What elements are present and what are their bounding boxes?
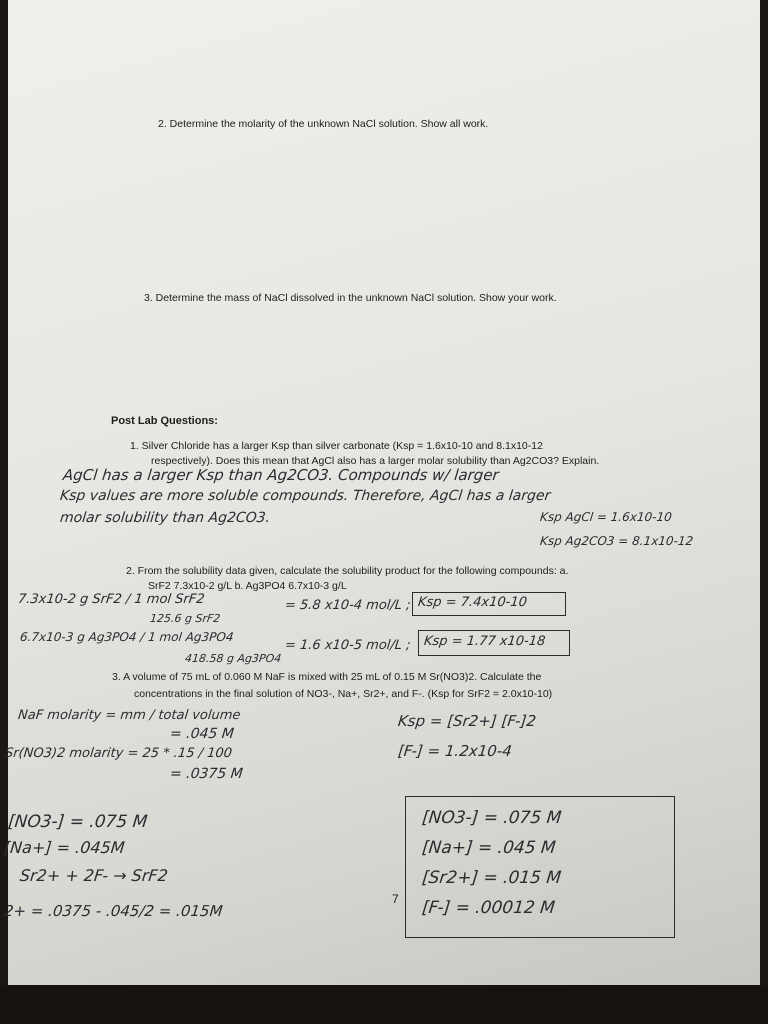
answer-2-ksp-ag3po4: Ksp = 1.77 x10-18 — [423, 634, 547, 649]
post-lab-q2-line1: 2. From the solubility data given, calculate the solubility product for the following compounds: a. — [126, 565, 569, 577]
answer-3-sr-molarity: Sr(NO3)2 molarity = 25 * .15 / 100 — [4, 746, 233, 761]
answer-3-fluoride: [F-] = 1.2x10-4 — [397, 742, 513, 760]
answer-2-srf2-molar-mass: 125.6 g SrF2 — [149, 612, 221, 625]
post-lab-q3-line2: concentrations in the final solution of NO3-, Na+, Sr2+, and F-. (Ksp for SrF2 = 2.0x10-10) — [134, 688, 553, 700]
answer-3-nitrate: [NO3-] = .075 M — [6, 812, 149, 832]
answer-2-srf2-conversion: 7.3x10-2 g SrF2 / 1 mol SrF2 — [17, 592, 206, 607]
post-lab-q2-line2: SrF2 7.3x10-2 g/L b. Ag3PO4 6.7x10-3 g/L — [148, 580, 347, 592]
answer-1-line2: Ksp values are more soluble compounds. Therefore, AgCl has a larger — [59, 488, 552, 504]
final-strontium: [Sr2+] = .015 M — [420, 868, 563, 888]
answer-3-naf-value: = .045 M — [169, 726, 235, 742]
answer-1-ksp-agcl: Ksp AgCl = 1.6x10-10 — [539, 510, 673, 524]
question-2-molarity: 2. Determine the molarity of the unknown NaCl solution. Show all work. — [158, 118, 489, 130]
answer-3-reaction: Sr2+ + 2F- → SrF2 — [19, 866, 169, 885]
table-surface — [0, 985, 768, 1024]
answer-2-ag3po4-molar-mass: 418.58 g Ag3PO4 — [184, 652, 282, 665]
answer-2-ag3po4-conversion: 6.7x10-3 g Ag3PO4 / 1 mol Ag3PO4 — [19, 630, 235, 644]
answer-3-ksp-expression: Ksp = [Sr2+] [F-]2 — [397, 712, 537, 730]
question-3-mass: 3. Determine the mass of NaCl dissolved in the unknown NaCl solution. Show your work. — [144, 292, 557, 304]
post-lab-q3-line1: 3. A volume of 75 mL of 0.060 M NaF is mixed with 25 mL of 0.15 M Sr(NO3)2. Calculate the — [112, 671, 542, 683]
final-fluoride: [F-] = .00012 M — [420, 898, 556, 918]
answer-1-line3: molar solubility than Ag2CO3. — [59, 510, 271, 526]
post-lab-q1-line2: respectively). Does this mean that AgCl also has a larger molar solubility than Ag2CO3? Explain. — [151, 455, 600, 467]
post-lab-heading: Post Lab Questions: — [111, 415, 218, 427]
margin-mark: 7 — [392, 892, 399, 906]
final-nitrate: [NO3-] = .075 M — [420, 808, 563, 828]
answer-3-naf-molarity: NaF molarity = mm / total volume — [17, 708, 242, 723]
answer-2-ksp-srf2: Ksp = 7.4x10-10 — [417, 595, 528, 610]
answer-2-ag3po4-solubility: = 1.6 x10-5 mol/L ; — [284, 638, 412, 653]
answer-3-strontium-calc: 2+ = .0375 - .045/2 = .015M — [3, 902, 224, 920]
answer-2-srf2-solubility: = 5.8 x10-4 mol/L ; — [284, 598, 412, 613]
answer-3-sr-value: = .0375 M — [169, 766, 244, 782]
answer-3-sodium: [Na+] = .045M — [3, 838, 126, 857]
answer-1-ksp-ag2co3: Ksp Ag2CO3 = 8.1x10-12 — [539, 534, 694, 548]
post-lab-q1-line1: 1. Silver Chloride has a larger Ksp than silver carbonate (Ksp = 1.6x10-10 and 8.1x10-12 — [130, 440, 543, 452]
final-sodium: [Na+] = .045 M — [420, 838, 557, 858]
answer-1-line1: AgCl has a larger Ksp than Ag2CO3. Compounds w/ larger — [62, 466, 500, 484]
